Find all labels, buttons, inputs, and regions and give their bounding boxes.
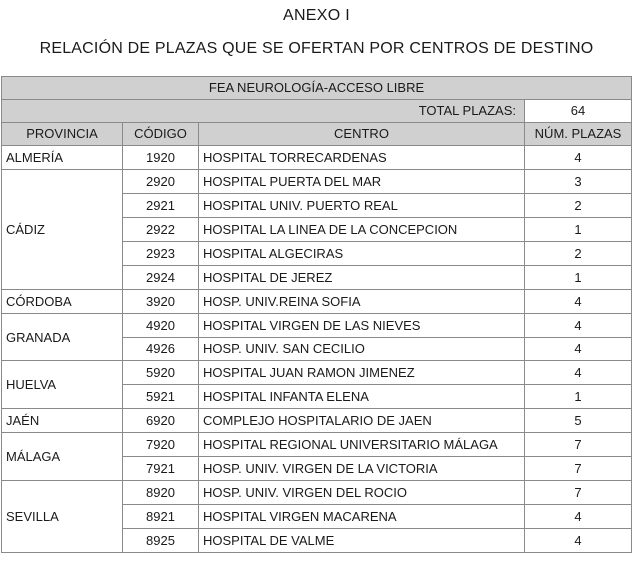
- column-header-codigo: CÓDIGO: [123, 123, 199, 146]
- table-row: [2, 314, 632, 338]
- total-value: 64: [525, 100, 632, 123]
- code-cell: 2924: [123, 266, 199, 290]
- code-cell: 8925: [123, 529, 199, 553]
- center-cell: HOSPITAL TORRECARDENAS: [199, 146, 525, 170]
- center-cell: HOSP. UNIV. VIRGEN DE LA VICTORIA: [199, 457, 525, 481]
- places-cell: 3: [525, 170, 632, 194]
- code-cell: 2920: [123, 170, 199, 194]
- places-cell: 4: [525, 290, 632, 314]
- code-cell: 1920: [123, 146, 199, 170]
- places-cell: 4: [525, 314, 632, 338]
- center-cell: HOSPITAL LA LINEA DE LA CONCEPCION: [199, 218, 525, 242]
- center-cell: HOSP. UNIV. VIRGEN DEL ROCIO: [199, 481, 525, 505]
- center-cell: HOSP. UNIV.REINA SOFIA: [199, 290, 525, 314]
- places-cell: 2: [525, 242, 632, 266]
- places-cell: 1: [525, 266, 632, 290]
- places-cell: 5: [525, 409, 632, 433]
- code-cell: 5921: [123, 385, 199, 409]
- table-row: [2, 481, 632, 505]
- province-cell: MÁLAGA: [2, 433, 123, 481]
- province-cell: JAÉN: [2, 409, 123, 433]
- province-cell: SEVILLA: [2, 481, 123, 553]
- annex-title: ANEXO I: [282, 7, 350, 24]
- places-cell: 1: [525, 218, 632, 242]
- header-row: [2, 123, 632, 146]
- places-cell: 4: [525, 146, 632, 170]
- code-cell: 8920: [123, 481, 199, 505]
- code-cell: 2922: [123, 218, 199, 242]
- code-cell: 6920: [123, 409, 199, 433]
- center-cell: HOSPITAL PUERTA DEL MAR: [199, 170, 525, 194]
- center-cell: COMPLEJO HOSPITALARIO DE JAEN: [199, 409, 525, 433]
- code-cell: 2923: [123, 242, 199, 266]
- center-cell: HOSPITAL JUAN RAMON JIMENEZ: [199, 361, 525, 385]
- province-cell: ALMERÍA: [2, 146, 123, 170]
- places-cell: 4: [525, 361, 632, 385]
- table-row: [2, 409, 632, 433]
- places-cell: 2: [525, 194, 632, 218]
- province-cell: CÓRDOBA: [2, 290, 123, 314]
- code-cell: 7921: [123, 457, 199, 481]
- plazas-table: [1, 76, 632, 553]
- code-cell: 4926: [123, 338, 199, 361]
- places-cell: 7: [525, 481, 632, 505]
- code-cell: 8921: [123, 505, 199, 529]
- places-cell: 7: [525, 457, 632, 481]
- code-cell: 2921: [123, 194, 199, 218]
- province-cell: GRANADA: [2, 314, 123, 361]
- province-cell: CÁDIZ: [2, 170, 123, 290]
- column-header-provincia: PROVINCIA: [2, 123, 123, 146]
- center-cell: HOSPITAL DE VALME: [199, 529, 525, 553]
- column-header-centro: CENTRO: [199, 123, 525, 146]
- center-cell: HOSPITAL INFANTA ELENA: [199, 385, 525, 409]
- code-cell: 3920: [123, 290, 199, 314]
- table-row: [2, 290, 632, 314]
- code-cell: 4920: [123, 314, 199, 338]
- document-title: RELACIÓN DE PLAZAS QUE SE OFERTAN POR CENTROS DE DESTINO: [39, 40, 594, 57]
- code-cell: 7920: [123, 433, 199, 457]
- column-header-plazas: NÚM. PLAZAS: [525, 123, 632, 146]
- code-cell: 5920: [123, 361, 199, 385]
- places-cell: 4: [525, 505, 632, 529]
- table-row: [2, 146, 632, 170]
- places-cell: 4: [525, 338, 632, 361]
- category-row: [2, 77, 632, 100]
- center-cell: HOSPITAL DE JEREZ: [199, 266, 525, 290]
- province-cell: HUELVA: [2, 361, 123, 409]
- center-cell: HOSP. UNIV. SAN CECILIO: [199, 338, 525, 361]
- places-cell: 4: [525, 529, 632, 553]
- total-label: TOTAL PLAZAS:: [2, 100, 525, 123]
- center-cell: HOSPITAL UNIV. PUERTO REAL: [199, 194, 525, 218]
- table-row: [2, 170, 632, 194]
- table-row: [2, 361, 632, 385]
- center-cell: HOSPITAL VIRGEN DE LAS NIEVES: [199, 314, 525, 338]
- center-cell: HOSPITAL VIRGEN MACARENA: [199, 505, 525, 529]
- places-cell: 7: [525, 433, 632, 457]
- center-cell: HOSPITAL ALGECIRAS: [199, 242, 525, 266]
- category-label: FEA NEUROLOGÍA-ACCESO LIBRE: [2, 77, 632, 100]
- places-cell: 1: [525, 385, 632, 409]
- center-cell: HOSPITAL REGIONAL UNIVERSITARIO MÁLAGA: [199, 433, 525, 457]
- total-row: [2, 100, 632, 123]
- table-row: [2, 433, 632, 457]
